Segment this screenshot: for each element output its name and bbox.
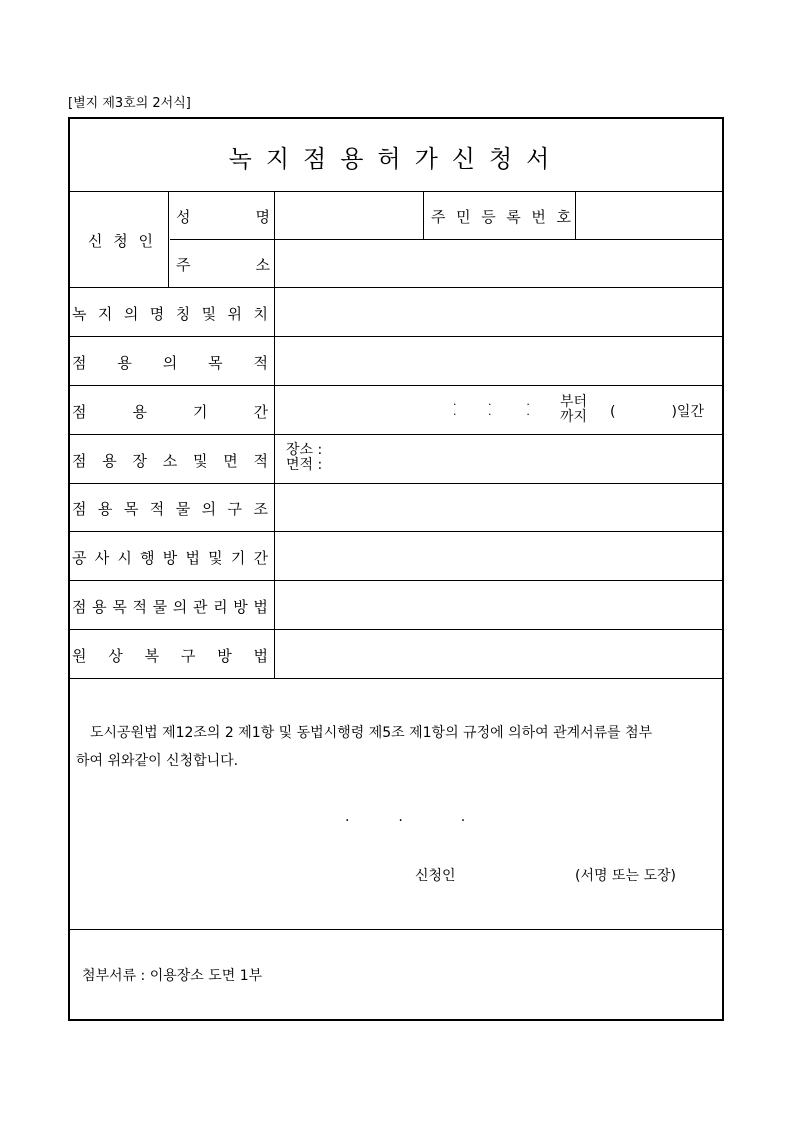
applicant-sign-label: 신청인 xyxy=(415,868,456,884)
divider xyxy=(70,483,722,484)
applicant-group-label: 신 청 인 xyxy=(88,232,157,250)
name-label: 성 명 xyxy=(176,208,270,226)
purpose-field[interactable] xyxy=(282,344,716,378)
address-field[interactable] xyxy=(282,247,716,281)
rrn-label: 주 민 등 록 번 호 xyxy=(431,208,571,226)
application-form xyxy=(68,117,724,1021)
purpose-label: 점 용 의 목 적 xyxy=(72,354,268,372)
divider xyxy=(70,434,722,435)
divider xyxy=(70,385,722,386)
period-days: ( )일간 xyxy=(610,404,704,420)
period-from-until xyxy=(560,395,587,425)
address-label: 주 소 xyxy=(176,256,270,274)
period-from: 부터 xyxy=(560,394,588,410)
divider xyxy=(70,929,722,930)
green-name-location-field[interactable] xyxy=(282,295,716,329)
restoration-field[interactable] xyxy=(282,637,716,671)
divider xyxy=(423,191,424,239)
place-label: 장소 : xyxy=(286,442,323,458)
divider xyxy=(70,531,722,532)
divider xyxy=(70,287,722,288)
place-area-label: 점 용 장 소 및 면 적 xyxy=(72,452,268,470)
divider xyxy=(70,629,722,630)
declaration-line1: 도시공원법 제12조의 2 제1항 및 동법시행령 제5조 제1항의 규정에 의하여 관계서류를 첨부 xyxy=(90,725,653,741)
divider xyxy=(70,678,722,679)
management-field[interactable] xyxy=(282,588,716,622)
form-number-label: [별지 제3호의 2서식] xyxy=(68,96,191,111)
period-label: 점 용 기 간 xyxy=(72,403,268,421)
date-separators: . . . xyxy=(345,809,466,825)
area-label: 면적 : xyxy=(286,457,323,473)
rrn-field[interactable] xyxy=(582,203,716,233)
divider xyxy=(274,191,275,678)
attachments-note: 첨부서류 : 이용장소 도면 1부 xyxy=(82,968,263,984)
period-until: 까지 xyxy=(560,409,588,425)
green-name-location-label: 녹 지 의 명 칭 및 위 치 xyxy=(72,305,268,323)
period-date-separators: . . . . . . xyxy=(453,395,530,418)
declaration-line2: 하여 위와같이 신청합니다. xyxy=(76,753,239,769)
construction-field[interactable] xyxy=(282,539,716,573)
divider xyxy=(70,336,722,337)
structure-field[interactable] xyxy=(282,491,716,525)
divider xyxy=(168,191,169,287)
divider xyxy=(170,239,722,240)
divider xyxy=(575,191,576,239)
structure-label: 점 용 목 적 물 의 구 조 xyxy=(72,500,268,518)
place-area-values xyxy=(286,443,322,473)
construction-label: 공 사 시 행 방 법 및 기 간 xyxy=(72,549,268,567)
signature-note: (서명 또는 도장) xyxy=(575,868,676,884)
name-field[interactable] xyxy=(282,203,418,233)
divider xyxy=(70,580,722,581)
restoration-label: 원 상 복 구 방 법 xyxy=(72,647,268,665)
management-label: 점 용 목 적 물 의 관 리 방 법 xyxy=(72,598,268,616)
form-title: 녹지점용허가신청서 xyxy=(228,145,564,173)
